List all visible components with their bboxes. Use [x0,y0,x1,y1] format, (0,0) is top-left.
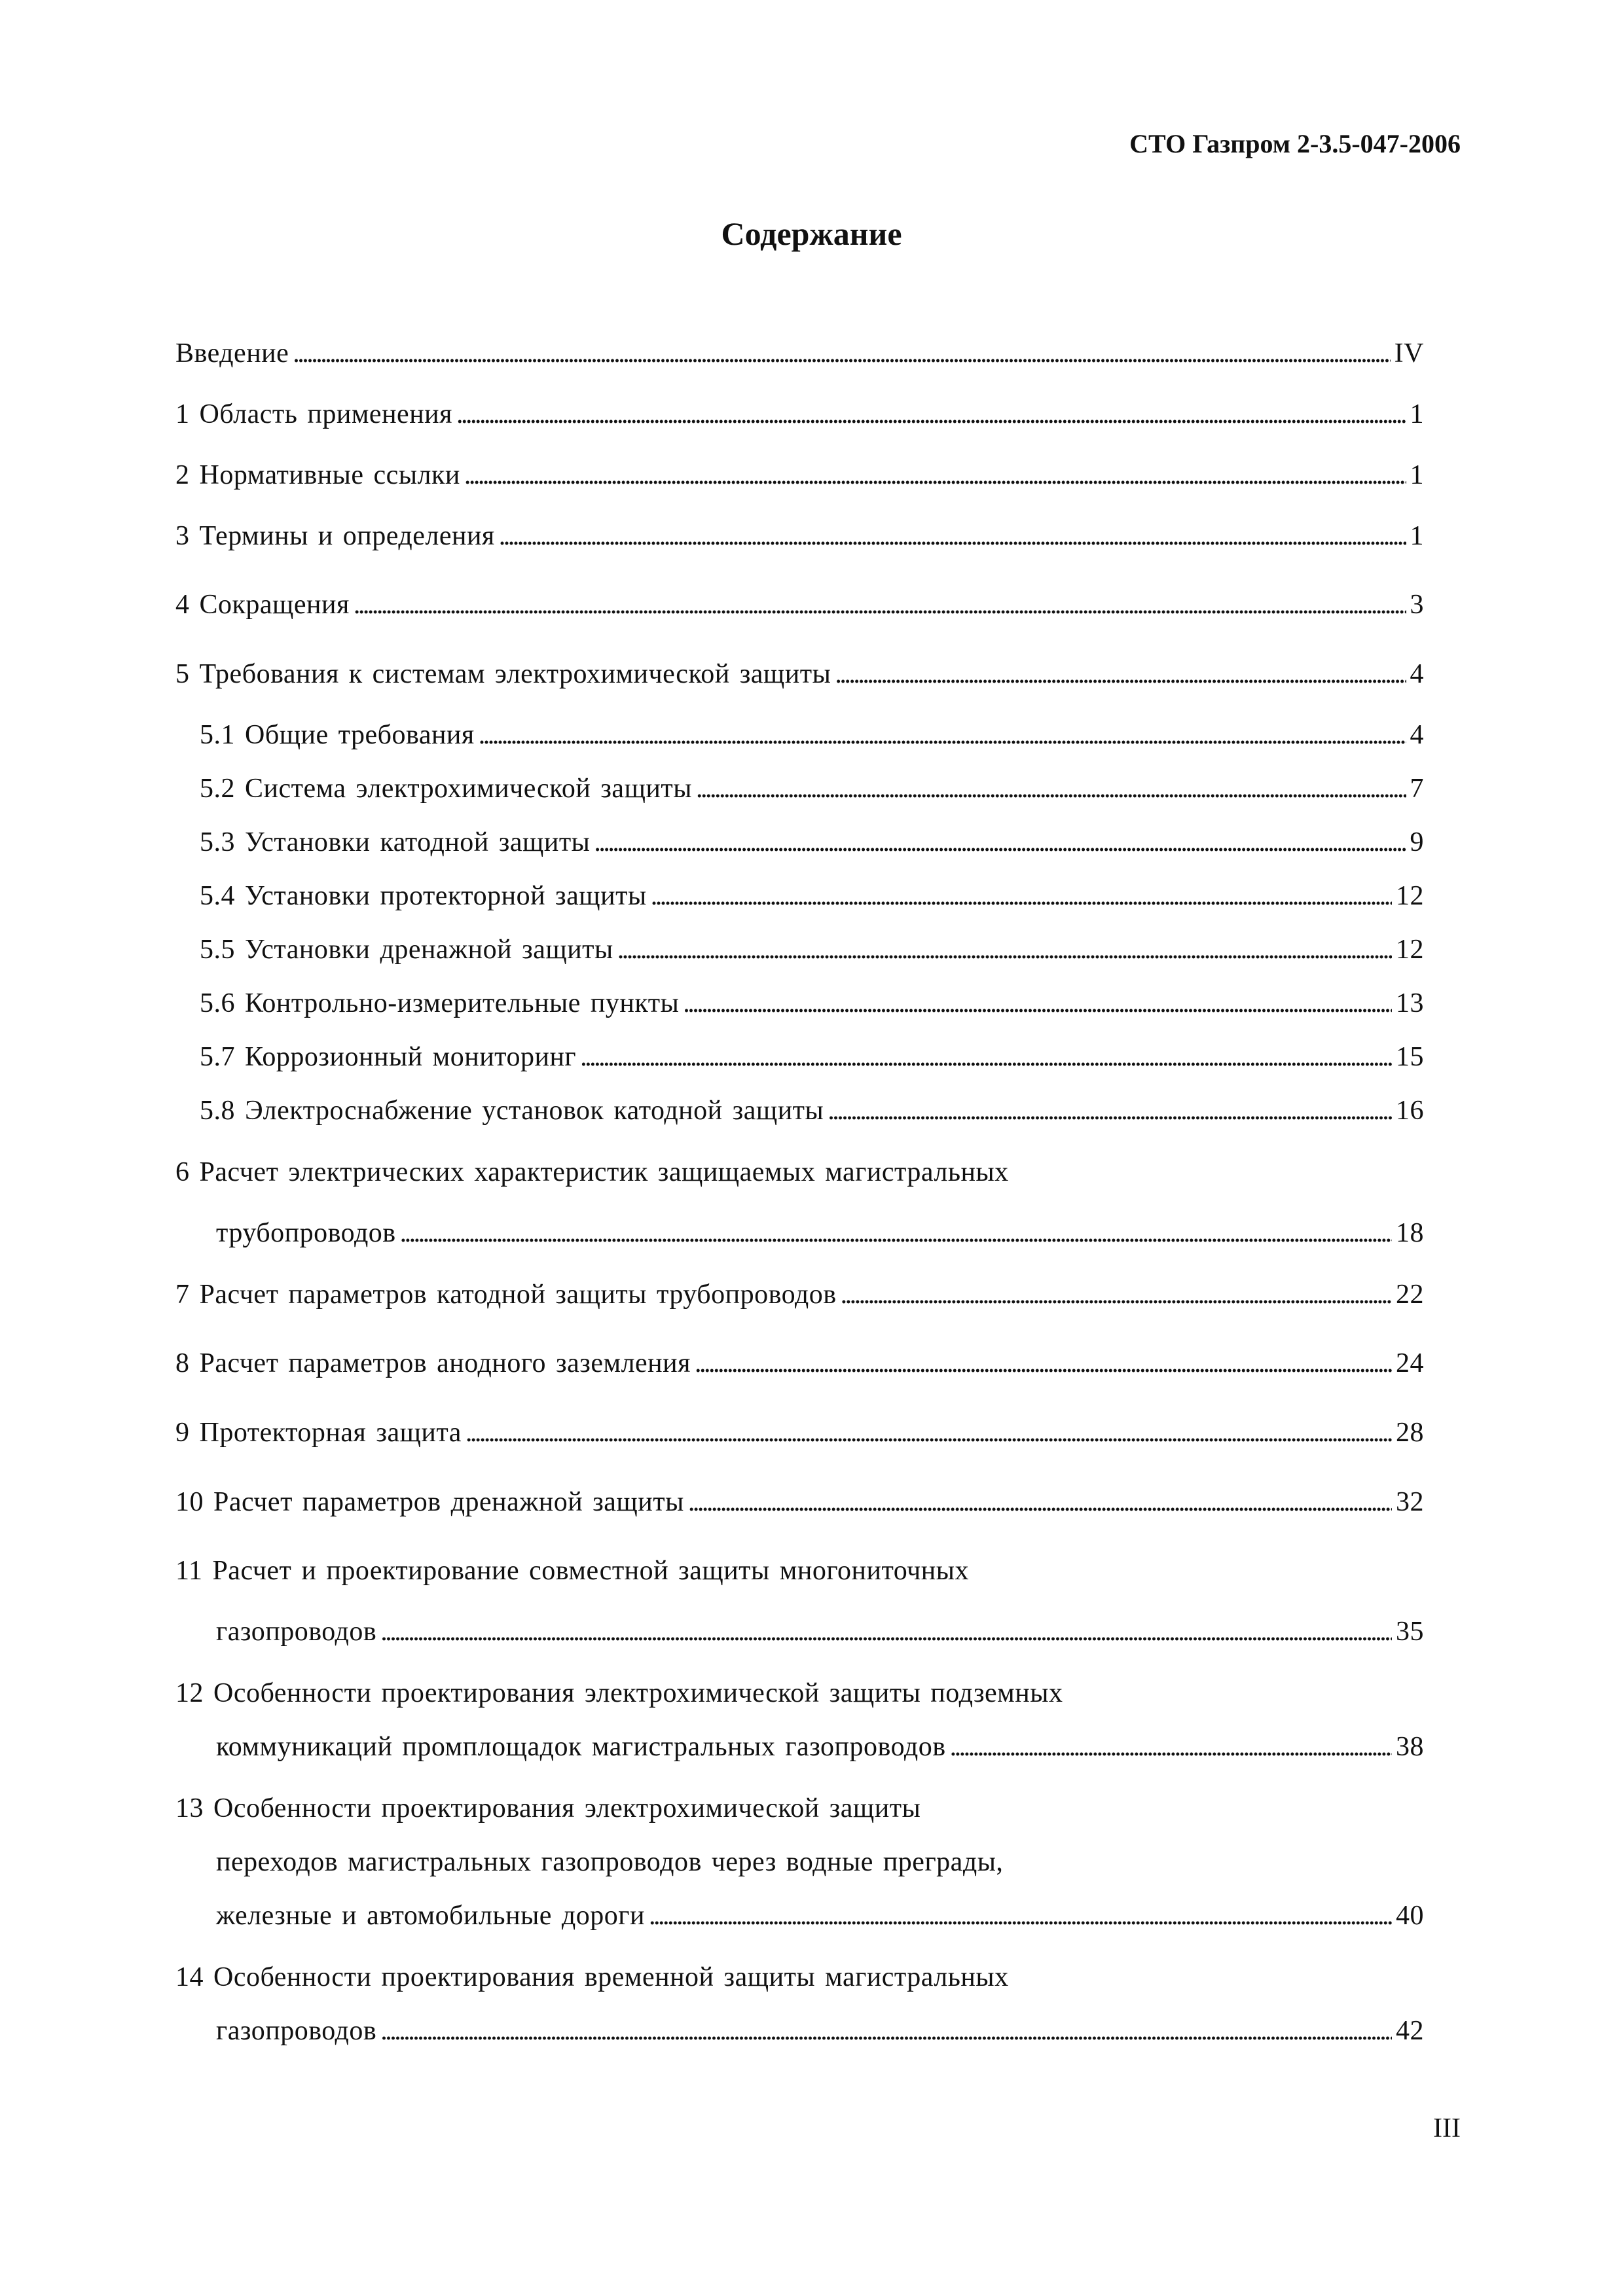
toc-leader-dots [651,876,1392,916]
toc-leader-dots [696,769,1406,808]
toc-entry-11-continued[interactable] [216,1612,1424,1651]
toc-entry-10[interactable] [175,1482,1424,1522]
toc-leader-dots [950,1727,1392,1767]
toc-entry-5-3[interactable] [200,823,1424,862]
toc-entry-7[interactable] [175,1275,1424,1314]
toc-leader-dots [688,1482,1392,1522]
toc-leader-dots [841,1275,1392,1314]
toc-entry-page: 40 [1396,1901,1424,1931]
toc-entry-title: 5.4 Установки протекторной защиты [200,881,647,911]
toc-entry-5-7[interactable] [200,1037,1424,1077]
toc-entry-title: Введение [175,338,289,368]
toc-entry-title: 2 Нормативные ссылки [175,460,460,490]
toc-entry-title: 5.3 Установки катодной защиты [200,827,591,857]
toc-entry-5[interactable] [175,655,1424,694]
toc-leader-dots [465,1413,1392,1452]
toc-leader-dots [456,395,1406,434]
toc-leader-dots [479,715,1406,755]
toc-entry-title: 6 Расчет электрических характеристик защищаемых магистральных [175,1157,1009,1187]
toc-entry-page: 4 [1410,720,1424,750]
toc-entry-title: 11 Расчет и проектирование совместной защиты многониточных [175,1556,969,1586]
toc-entry-title: 5.1 Общие требования [200,720,475,750]
toc-leader-dots [380,2011,1392,2051]
toc-entry-5-2[interactable] [200,769,1424,808]
toc-entry-5-1[interactable] [200,715,1424,755]
toc-entry-8[interactable] [175,1344,1424,1383]
toc-entry-title: 5.5 Установки дренажной защиты [200,935,613,965]
toc-entry-title: 7 Расчет параметров катодной защиты трубопроводов [175,1280,837,1310]
toc-entry-title: 1 Область применения [175,399,452,429]
toc-leader-dots [354,585,1406,624]
toc-leader-dots [464,456,1406,495]
toc-entry-page: 13 [1396,988,1424,1018]
toc-entry-5-5[interactable] [200,930,1424,969]
toc-leader-dots [695,1344,1392,1383]
toc-entry-4[interactable] [175,585,1424,624]
toc-entry-title: 4 Сокращения [175,590,350,620]
toc-entry-page: 1 [1410,521,1424,551]
toc-entry-page: IV [1394,338,1424,368]
toc-entry-13-continued[interactable] [216,1896,1424,1935]
toc-entry-title: трубопроводов [216,1218,396,1248]
toc-entry-page: 4 [1410,659,1424,689]
toc-entry-page: 9 [1410,827,1424,857]
toc-entry-2[interactable] [175,456,1424,495]
toc-entry-title: 13 Особенности проектирования электрохимической защиты [175,1793,921,1823]
document-code: СТО Газпром 2-3.5-047-2006 [1129,129,1461,158]
toc-entry-title: железные и автомобильные дороги [216,1901,645,1931]
toc-entry-5-6[interactable] [200,984,1424,1023]
toc-entry-page: 28 [1396,1418,1424,1448]
toc-entry-title: 5.7 Коррозионный мониторинг [200,1042,577,1072]
toc-entry-page: 15 [1396,1042,1424,1072]
toc-entry-page: 18 [1396,1218,1424,1248]
toc-entry-title: коммуникаций промплощадок магистральных газопроводов [216,1732,946,1762]
toc-entry-introduction[interactable] [175,334,1424,373]
toc-leader-dots [828,1091,1392,1130]
toc-entry-page: 1 [1410,460,1424,490]
toc-leader-dots [380,1612,1392,1651]
toc-entry-14-continued[interactable] [216,2011,1424,2051]
toc-entry-page: 24 [1396,1348,1424,1378]
toc-entry-title: газопроводов [216,1617,377,1647]
page-number: III [1433,2113,1461,2144]
toc-entry-6-continued[interactable] [216,1213,1424,1253]
toc-leader-dots [835,655,1406,694]
toc-entry-page: 3 [1410,590,1424,620]
toc-entry-page: 12 [1396,935,1424,965]
toc-leader-dots [649,1896,1392,1935]
toc-entry-title: 3 Термины и определения [175,521,495,551]
toc-leader-dots [580,1037,1392,1077]
toc-entry-page: 7 [1410,774,1424,804]
toc-leader-dots [293,334,1390,373]
toc-entry-page: 16 [1396,1096,1424,1126]
toc-entry-title: 5 Требования к системам электрохимической защиты [175,659,831,689]
toc-entry-page: 1 [1410,399,1424,429]
toc-entry-11[interactable] [175,1551,1424,1590]
toc-entry-9[interactable] [175,1413,1424,1452]
toc-entry-page: 22 [1396,1280,1424,1310]
toc-entry-12-continued[interactable] [216,1727,1424,1767]
toc-leader-dots [683,984,1392,1023]
toc-leader-dots [617,930,1392,969]
toc-entry-page: 35 [1396,1617,1424,1647]
toc-entry-page: 42 [1396,2016,1424,2046]
toc-entry-6[interactable] [175,1153,1424,1192]
toc-entry-title: 14 Особенности проектирования временной защиты магистральных [175,1962,1009,1992]
page-title: Содержание [721,215,902,252]
toc-entry-title: переходов магистральных газопроводов через водные преграды, [216,1847,1004,1877]
toc-entry-title: 5.8 Электроснабжение установок катодной защиты [200,1096,824,1126]
toc-entry-13-continued[interactable] [216,1842,1424,1882]
toc-entry-title: газопроводов [216,2016,377,2046]
toc-entry-13[interactable] [175,1789,1424,1828]
toc-entry-title: 12 Особенности проектирования электрохимической защиты подземных [175,1678,1063,1708]
toc-entry-3[interactable] [175,516,1424,556]
toc-entry-page: 32 [1396,1487,1424,1517]
toc-entry-12[interactable] [175,1674,1424,1713]
toc-leader-dots [400,1213,1392,1253]
toc-entry-14[interactable] [175,1958,1424,1997]
toc-entry-5-8[interactable] [200,1091,1424,1130]
toc-entry-title: 8 Расчет параметров анодного заземления [175,1348,691,1378]
toc-entry-title: 5.6 Контрольно-измерительные пункты [200,988,680,1018]
toc-leader-dots [499,516,1406,556]
toc-entry-title: 10 Расчет параметров дренажной защиты [175,1487,684,1517]
toc-leader-dots [594,823,1406,862]
toc-entry-page: 38 [1396,1732,1424,1762]
toc-entry-title: 5.2 Система электрохимической защиты [200,774,692,804]
toc-entry-title: 9 Протекторная защита [175,1418,462,1448]
toc-entry-1[interactable] [175,395,1424,434]
toc-entry-page: 12 [1396,881,1424,911]
toc-entry-5-4[interactable] [200,876,1424,916]
